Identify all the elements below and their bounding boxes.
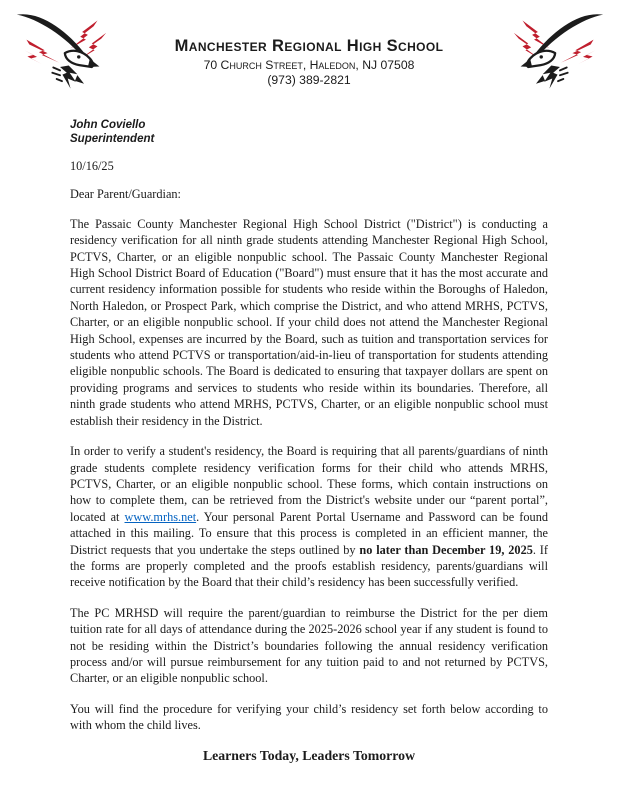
salutation: Dear Parent/Guardian: (70, 187, 181, 202)
paragraph (70, 443, 548, 591)
paragraph-text: . If the forms are properly completed and the proofs establish residency, parents/guardians will receive notification by the Board that their child’s residency has been successfully verified. (70, 542, 548, 590)
sender-name: John Coviello (70, 119, 146, 131)
school-address: 70 Church Street, Haledon, NJ 07508 (203, 58, 415, 72)
school-phone: (973) 389-2821 (267, 73, 351, 87)
paragraph (70, 701, 548, 734)
hawk-lightning-logo-left-icon (13, 6, 109, 104)
paragraph-text: The Passaic County Manchester Regional High School District ("District") is conducting a residency verification for all ninth grade students attending Manchester Regional High School, PCTVS, Charter, or an eligible nonpublic school. The Passaic County Manchester Regional High School District Board of Education ("Board") must ensure that it has the most accurate and current residency information possible for students who reside within the Boroughs of Haledon, North Haledon, or Prospect Park, which comprise the District, and who attend MRHS, PCTVS, Charter, or an eligible nonpublic school. If your child does not attend the Manchester Regional High School, expenses are incurred by the Board, such as tuition and transportation services for students who attend PCTVS or transportation/aid-in-lieu of transportation for students attending eligible nonpublic schools. The Board is dedicated to ensuring that taxpayer dollars are spent on providing programs and services to students who reside within its boundaries. Therefore, all ninth grade students who attend MRHS, PCTVS, Charter, or an eligible nonpublic school must establish their residency in the District. (70, 216, 548, 428)
school-name: Manchester Regional High School (174, 37, 444, 55)
sender-block (70, 118, 548, 146)
school-motto: Learners Today, Leaders Tomorrow (202, 747, 416, 763)
sender-title: Superintendent (70, 133, 155, 145)
paragraph (70, 605, 548, 687)
letter-paragraphs (70, 216, 548, 734)
letter-date: 10/16/25 (70, 159, 114, 173)
paragraph-text: You will find the procedure for verifying your child’s residency set forth below according to with whom the child lives. (70, 701, 548, 733)
paragraph-text: . Your personal Parent Portal Username and Password can be found attached in this mailing. To ensure that this process is completed in an efficient manner, the District requests that you undertake the steps outlined by (70, 509, 548, 557)
paragraph (70, 216, 548, 429)
paragraph-text: The PC MRHSD will require the parent/guardian to reimburse the District for the per diem tuition rate for all days of attendance during the 2025-2026 school year if any student is found to not be residing within the District’s boundaries following the annual residency verification process and/or will pursue reimbursement for any tuition paid to and not returned by PCTVS, Charter, or an eligible nonpublic school. (70, 605, 548, 686)
mrhs-website-link[interactable]: www.mrhs.net (124, 509, 197, 524)
deadline-emphasis: no later than December 19, 2025 (359, 542, 533, 557)
hawk-lightning-logo-right-icon (511, 6, 607, 104)
letter-body-container (70, 158, 548, 764)
paragraph-text: In order to verify a student's residency, the Board is requiring that all parents/guardians of ninth grade students complete residency verification forms for their child who attends MRHS, PCTVS, Charter, or an eligible nonpublic school. These forms, which contain instructions on how to complete them, can be retrieved from the District's website under our “parent portal”, located at (70, 444, 548, 524)
